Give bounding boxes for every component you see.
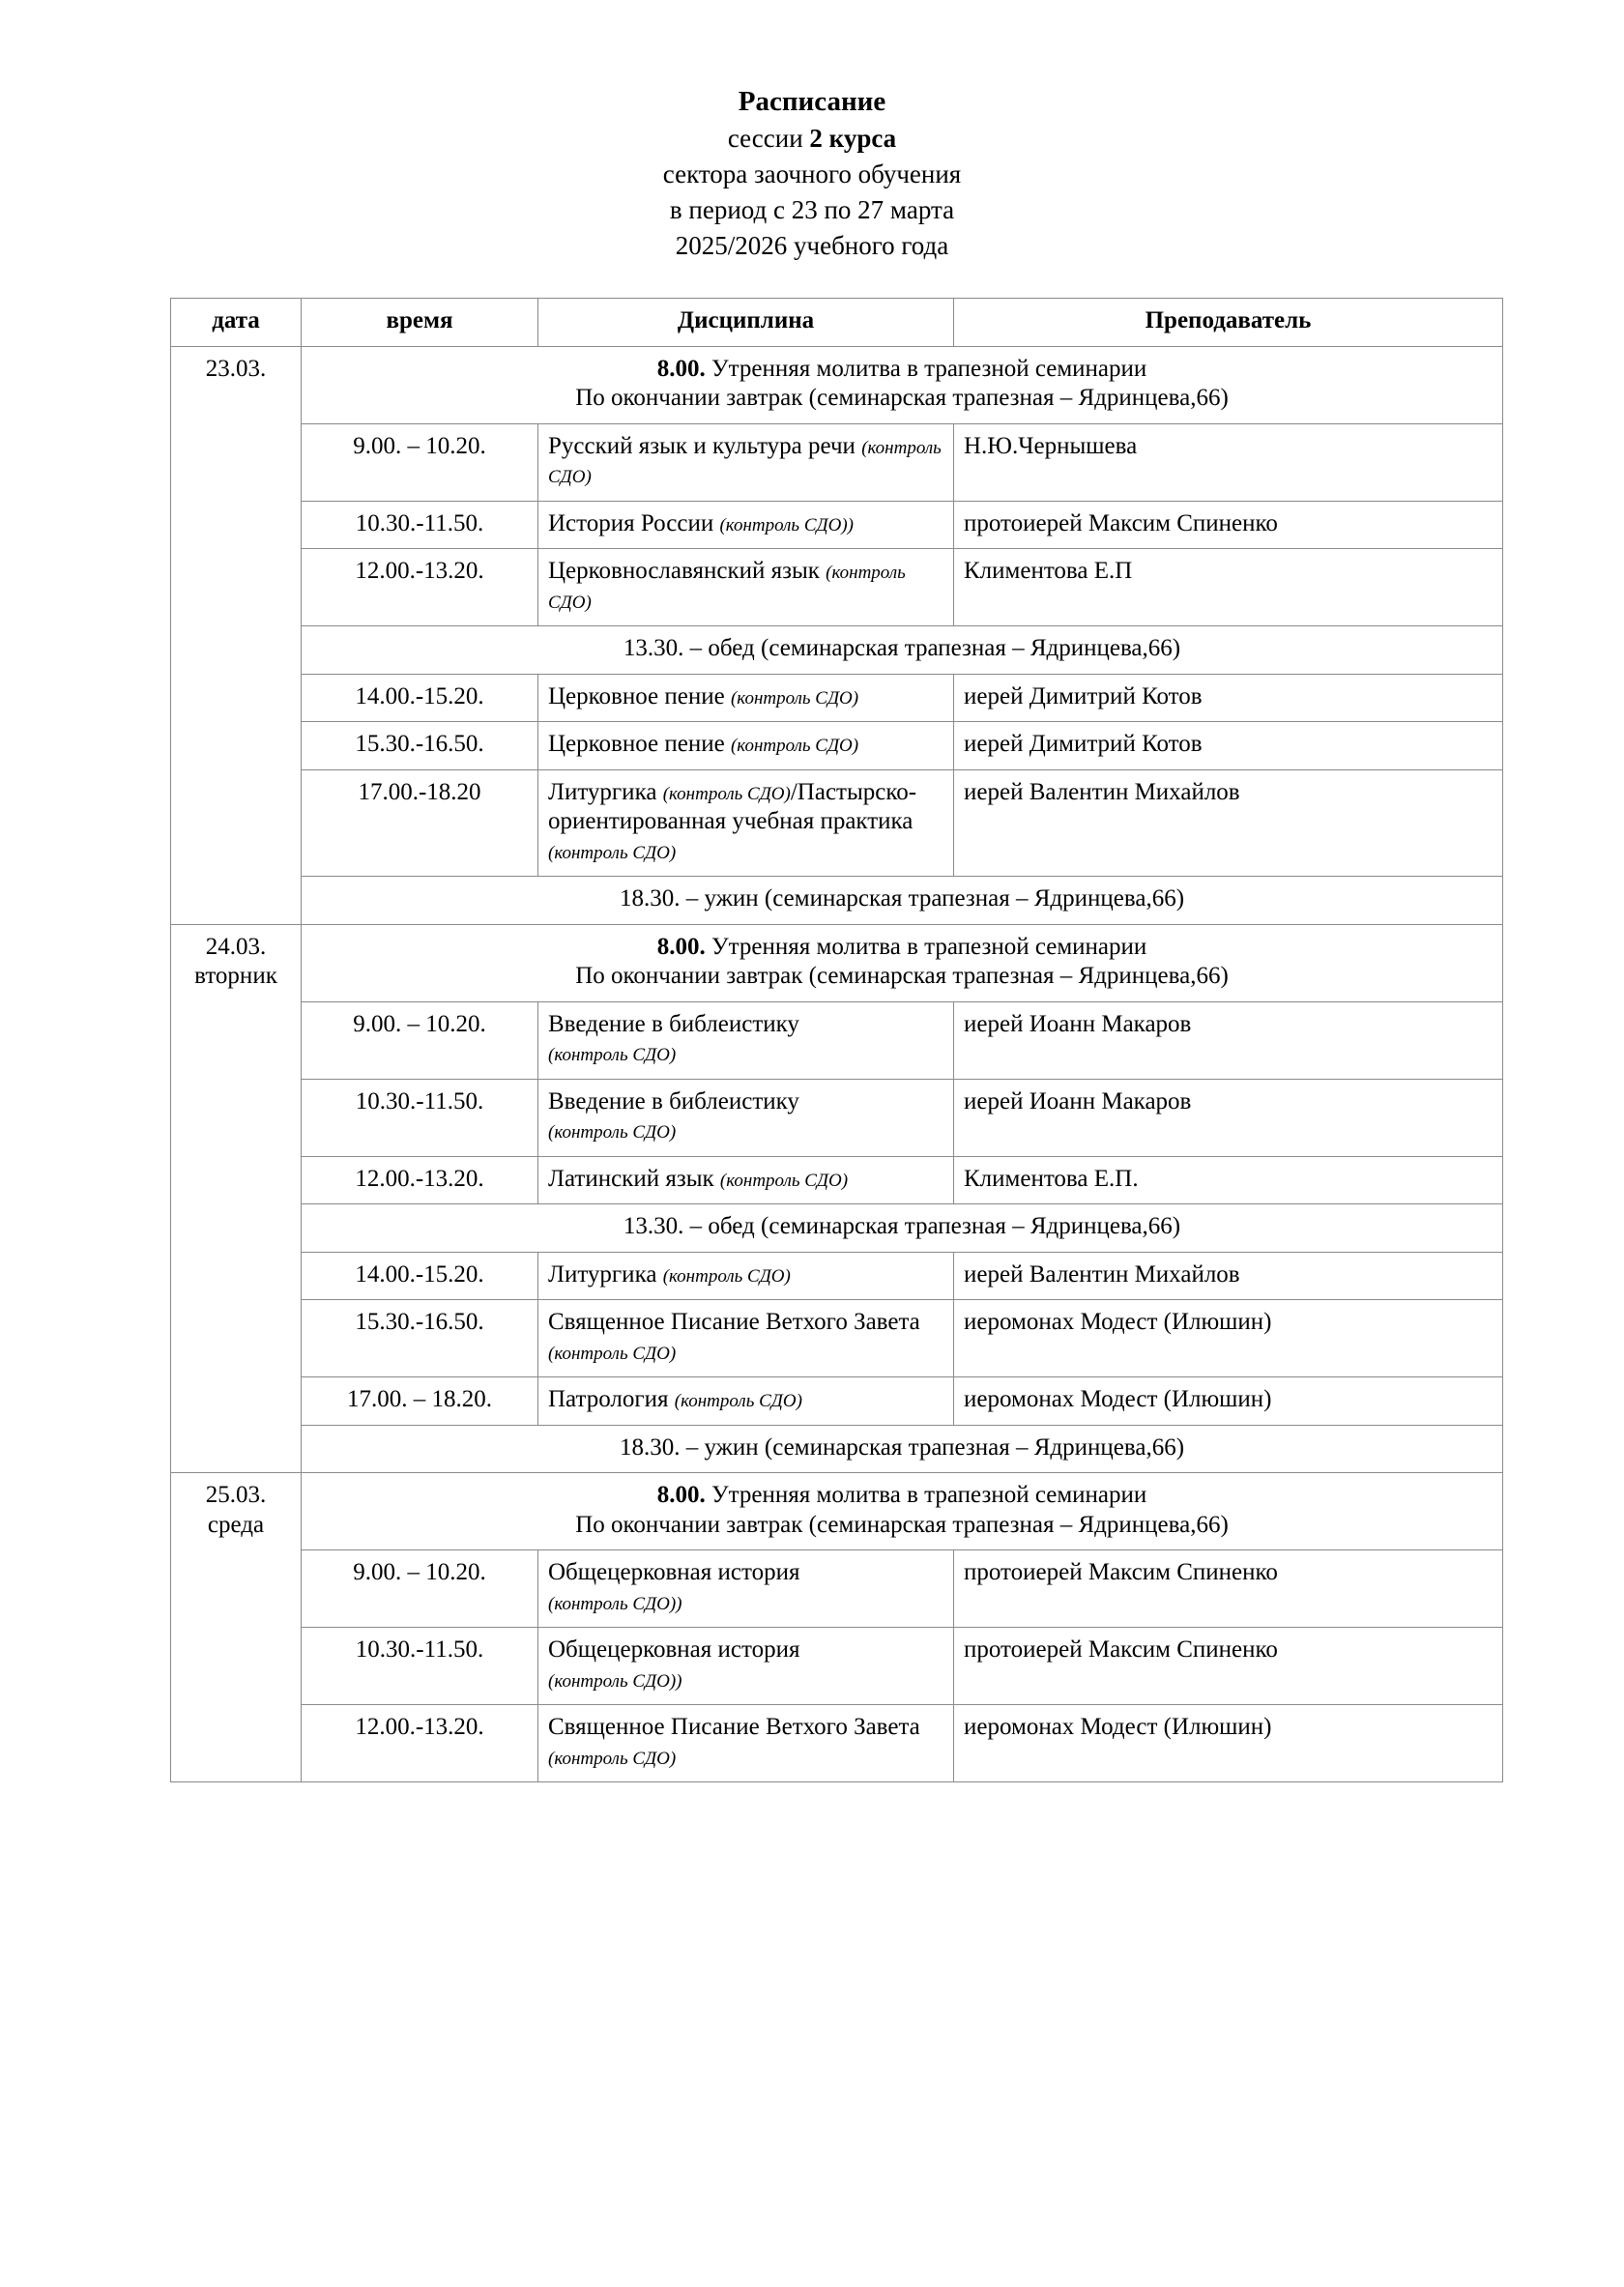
- weekday-value: среда: [207, 1511, 265, 1538]
- time-cell: 17.00.-18.20: [302, 769, 538, 877]
- table-row: [171, 1156, 1503, 1204]
- discipline-cell: [538, 1705, 954, 1782]
- discipline-cell: [538, 722, 954, 770]
- table-row: [171, 1079, 1503, 1156]
- document-title-block: [170, 83, 1454, 263]
- title-line-3: сектора заочного обучения: [662, 159, 962, 189]
- discipline-note: (контроль СДО): [548, 1748, 677, 1769]
- discipline-note: (контроль СДО)): [548, 1670, 682, 1692]
- morning-banner-day-0: [302, 346, 1503, 423]
- discipline-cell: [538, 549, 954, 626]
- discipline-cell: [538, 423, 954, 501]
- teacher-cell: Климентова Е.П: [954, 549, 1503, 626]
- time-cell: 14.00.-15.20.: [302, 674, 538, 722]
- morning-time: 8.00.: [656, 355, 706, 382]
- table-header-row: [171, 299, 1503, 347]
- date-cell-day-1: [171, 924, 302, 1473]
- time-cell: 12.00.-13.20.: [302, 1156, 538, 1204]
- teacher-cell: иеромонах Модест (Илюшин): [954, 1377, 1503, 1426]
- teacher-cell: иерей Валентин Михайлов: [954, 1252, 1503, 1300]
- time-cell: 10.30.-11.50.: [302, 501, 538, 549]
- discipline-name: Церковное пение: [548, 682, 725, 709]
- date-value: 23.03.: [205, 355, 267, 382]
- table-row: [171, 1204, 1503, 1253]
- morning-text: Утренняя молитва в трапезной семинарии: [705, 355, 1147, 382]
- date-cell-day-0: [171, 346, 302, 924]
- title-line-2: [170, 121, 1454, 157]
- discipline-note: (контроль СДО): [730, 687, 859, 709]
- table-row: [171, 1300, 1503, 1377]
- discipline-name: Литургика: [548, 778, 657, 805]
- discipline-name: Церковное пение: [548, 731, 725, 758]
- table-row: [171, 1001, 1503, 1079]
- date-value: 25.03.: [205, 1482, 267, 1509]
- discipline-cell: [538, 1300, 954, 1377]
- time-cell: 9.00. – 10.20.: [302, 423, 538, 501]
- date-cell-day-2: [171, 1473, 302, 1782]
- discipline-note: (контроль СДО): [548, 563, 906, 613]
- table-row: [171, 924, 1503, 1001]
- discipline-name: Патрология: [548, 1386, 669, 1413]
- morning-time: 8.00.: [656, 933, 706, 960]
- date-value: 24.03.: [205, 933, 267, 960]
- discipline-name: Введение в библеистику: [548, 1087, 799, 1115]
- discipline-note: (контроль СДО)): [548, 1593, 682, 1614]
- discipline-cell: [538, 1079, 954, 1156]
- discipline-note: (контроль СДО): [662, 783, 791, 804]
- morning-second-line: По окончании завтрак (семинарская трапезная – Ядринцева,66): [575, 1511, 1229, 1538]
- discipline-note: (контроль СДО): [548, 1343, 677, 1364]
- time-cell: 17.00. – 18.20.: [302, 1377, 538, 1426]
- discipline-note: (контроль СДО)): [719, 514, 854, 536]
- table-row: [171, 423, 1503, 501]
- header-date: дата: [171, 299, 302, 347]
- teacher-cell: протоиерей Максим Спиненко: [954, 1550, 1503, 1628]
- title-line-2-prefix: сессии: [727, 124, 810, 154]
- dinner-banner-day-1: 18.30. – ужин (семинарская трапезная – Ядринцева,66): [302, 1425, 1503, 1473]
- morning-text: Утренняя молитва в трапезной семинарии: [705, 1482, 1147, 1509]
- morning-time: 8.00.: [656, 1482, 706, 1509]
- table-row: [171, 1473, 1503, 1550]
- teacher-cell: иерей Иоанн Макаров: [954, 1079, 1503, 1156]
- table-row: [171, 722, 1503, 770]
- title-line-4: в период с 23 по 27 марта: [669, 194, 955, 224]
- discipline-cell: [538, 1156, 954, 1204]
- morning-second-line: По окончании завтрак (семинарская трапезная – Ядринцева,66): [575, 963, 1229, 990]
- discipline-name: Общецерковная история: [548, 1636, 800, 1664]
- teacher-cell: протоиерей Максим Спиненко: [954, 1628, 1503, 1705]
- discipline-extra-note: (контроль СДО): [548, 842, 677, 863]
- discipline-cell: [538, 769, 954, 877]
- teacher-cell: Н.Ю.Чернышева: [954, 423, 1503, 501]
- discipline-note: (контроль СДО): [662, 1265, 791, 1287]
- teacher-cell: протоиерей Максим Спиненко: [954, 501, 1503, 549]
- time-cell: 10.30.-11.50.: [302, 1628, 538, 1705]
- discipline-name: История России: [548, 509, 714, 536]
- lunch-banner-day-0: 13.30. – обед (семинарская трапезная – Ядринцева,66): [302, 626, 1503, 675]
- table-row: [171, 877, 1503, 925]
- discipline-note: (контроль СДО): [719, 1170, 849, 1191]
- time-cell: 12.00.-13.20.: [302, 549, 538, 626]
- morning-banner-day-2: [302, 1473, 1503, 1550]
- teacher-cell: иерей Валентин Михайлов: [954, 769, 1503, 877]
- discipline-note: (контроль СДО): [548, 1122, 677, 1144]
- schedule-table: [170, 298, 1503, 1782]
- teacher-cell: иерей Димитрий Котов: [954, 722, 1503, 770]
- discipline-name: Русский язык и культура речи: [548, 432, 856, 459]
- discipline-cell: [538, 1252, 954, 1300]
- table-row: [171, 626, 1503, 675]
- table-row: [171, 674, 1503, 722]
- title-line-1: Расписание: [738, 86, 886, 117]
- time-cell: 9.00. – 10.20.: [302, 1001, 538, 1079]
- table-row: [171, 769, 1503, 877]
- discipline-note: (контроль СДО): [548, 437, 942, 488]
- table-row: [171, 1377, 1503, 1426]
- discipline-name: Священное Писание Ветхого Завета: [548, 1309, 920, 1336]
- discipline-name: Введение в библеистику: [548, 1010, 799, 1037]
- teacher-cell: иерей Димитрий Котов: [954, 674, 1503, 722]
- table-row: [171, 346, 1503, 423]
- discipline-cell: [538, 1550, 954, 1628]
- discipline-cell: [538, 501, 954, 549]
- time-cell: 14.00.-15.20.: [302, 1252, 538, 1300]
- teacher-cell: иеромонах Модест (Илюшин): [954, 1300, 1503, 1377]
- table-row: [171, 1425, 1503, 1473]
- table-row: [171, 1628, 1503, 1705]
- title-line-2-course: 2 курса: [809, 124, 897, 154]
- dinner-banner-day-0: 18.30. – ужин (семинарская трапезная – Ядринцева,66): [302, 877, 1503, 925]
- discipline-cell: [538, 1628, 954, 1705]
- time-cell: 9.00. – 10.20.: [302, 1550, 538, 1628]
- discipline-cell: [538, 674, 954, 722]
- time-cell: 10.30.-11.50.: [302, 1079, 538, 1156]
- morning-banner-day-1: [302, 924, 1503, 1001]
- header-teacher: Преподаватель: [954, 299, 1503, 347]
- discipline-cell: [538, 1001, 954, 1079]
- table-row: [171, 501, 1503, 549]
- teacher-cell: Климентова Е.П.: [954, 1156, 1503, 1204]
- discipline-name: Литургика: [548, 1260, 657, 1288]
- discipline-note: (контроль СДО): [730, 736, 859, 757]
- table-row: [171, 549, 1503, 626]
- teacher-cell: иерей Иоанн Макаров: [954, 1001, 1503, 1079]
- discipline-name: Латинский язык: [548, 1165, 714, 1192]
- morning-text: Утренняя молитва в трапезной семинарии: [705, 933, 1147, 960]
- discipline-name: Общецерковная история: [548, 1559, 800, 1586]
- discipline-extra: /Пастырско-ориентированная учебная практика: [548, 778, 917, 835]
- header-time: время: [302, 299, 538, 347]
- time-cell: 15.30.-16.50.: [302, 722, 538, 770]
- table-row: [171, 1705, 1503, 1782]
- discipline-name: Церковнославянский язык: [548, 558, 820, 585]
- table-row: [171, 1252, 1503, 1300]
- morning-second-line: По окончании завтрак (семинарская трапезная – Ядринцева,66): [575, 385, 1229, 412]
- time-cell: 12.00.-13.20.: [302, 1705, 538, 1782]
- discipline-note: (контроль СДО): [548, 1045, 677, 1066]
- weekday-value: вторник: [194, 963, 277, 990]
- table-row: [171, 1550, 1503, 1628]
- discipline-name: Священное Писание Ветхого Завета: [548, 1714, 920, 1741]
- header-discipline: Дисциплина: [538, 299, 954, 347]
- title-line-5: 2025/2026 учебного года: [675, 230, 949, 260]
- discipline-cell: [538, 1377, 954, 1426]
- lunch-banner-day-1: 13.30. – обед (семинарская трапезная – Ядринцева,66): [302, 1204, 1503, 1253]
- time-cell: 15.30.-16.50.: [302, 1300, 538, 1377]
- discipline-note: (контроль СДО): [674, 1391, 802, 1412]
- teacher-cell: иеромонах Модест (Илюшин): [954, 1705, 1503, 1782]
